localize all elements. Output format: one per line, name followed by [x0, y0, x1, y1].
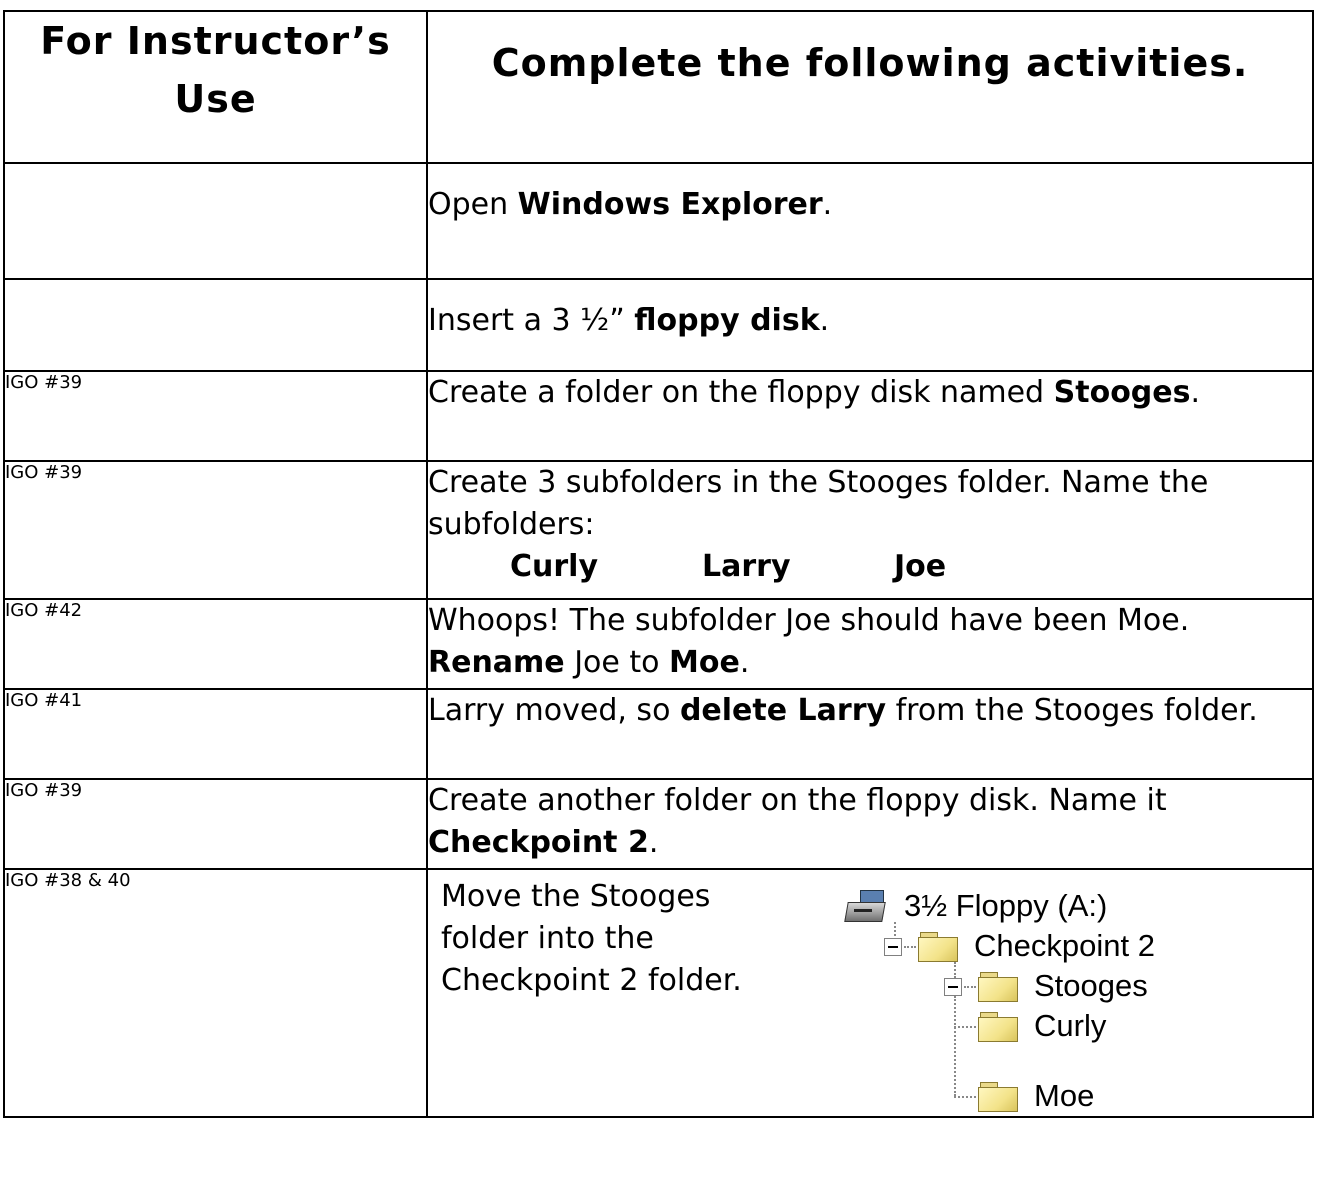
table-row — [4, 689, 1313, 779]
instructor-ref: IGO #39 — [4, 461, 427, 599]
folder-icon — [978, 1082, 1018, 1112]
explorer-tree: 3½ Floppy (A:) Checkpoint 2 Stooges Curly Moe — [846, 886, 1266, 1116]
activity-text: Insert a 3 ½” floppy disk. — [427, 279, 1313, 371]
activity-text: Create a folder on the floppy disk named Stooges. — [427, 371, 1313, 461]
activity-text: Open Windows Explorer. — [427, 163, 1313, 279]
activity-text: Move the Stooges folder into the Checkpoint 2 folder. 3½ Floppy (A:) Checkpoint 2 Stooges Curly Moe — [427, 869, 1313, 1117]
subfolder-names — [428, 546, 1312, 588]
table-row — [4, 869, 1313, 1117]
activity-table — [3, 10, 1314, 1118]
table-row — [4, 371, 1313, 461]
table-row — [4, 461, 1313, 599]
subfolder-name: Curly — [510, 549, 599, 584]
floppy-drive-icon — [846, 890, 890, 924]
instructor-ref: IGO #39 — [4, 779, 427, 869]
activity-text: Create 3 subfolders in the Stooges folder. Name the subfolders: Curly Larry Joe — [427, 461, 1313, 599]
table-row — [4, 779, 1313, 869]
instructor-ref: IGO #38 & 40 — [4, 869, 427, 1117]
instructor-ref — [4, 279, 427, 371]
header-activities: Complete the following activities. — [427, 11, 1313, 163]
instructor-ref: IGO #41 — [4, 689, 427, 779]
collapse-icon[interactable] — [944, 978, 962, 996]
instructor-ref: IGO #39 — [4, 371, 427, 461]
activity-text: Create another folder on the floppy disk. Name it Checkpoint 2. — [427, 779, 1313, 869]
table-row — [4, 163, 1313, 279]
activity-text: Whoops! The subfolder Joe should have been Moe. Rename Joe to Moe. — [427, 599, 1313, 689]
header-instructor-use: For Instructor’s Use — [4, 11, 427, 163]
instructor-ref: IGO #42 — [4, 599, 427, 689]
collapse-icon[interactable] — [884, 938, 902, 956]
subfolder-name: Joe — [894, 549, 947, 584]
table-row — [4, 599, 1313, 689]
folder-icon — [978, 972, 1018, 1002]
instructor-ref — [4, 163, 427, 279]
subfolder-name: Larry — [702, 549, 791, 584]
folder-icon — [918, 932, 958, 962]
folder-icon — [978, 1012, 1018, 1042]
table-row — [4, 279, 1313, 371]
header-row — [4, 11, 1313, 163]
activity-text: Larry moved, so delete Larry from the Stooges folder. — [427, 689, 1313, 779]
